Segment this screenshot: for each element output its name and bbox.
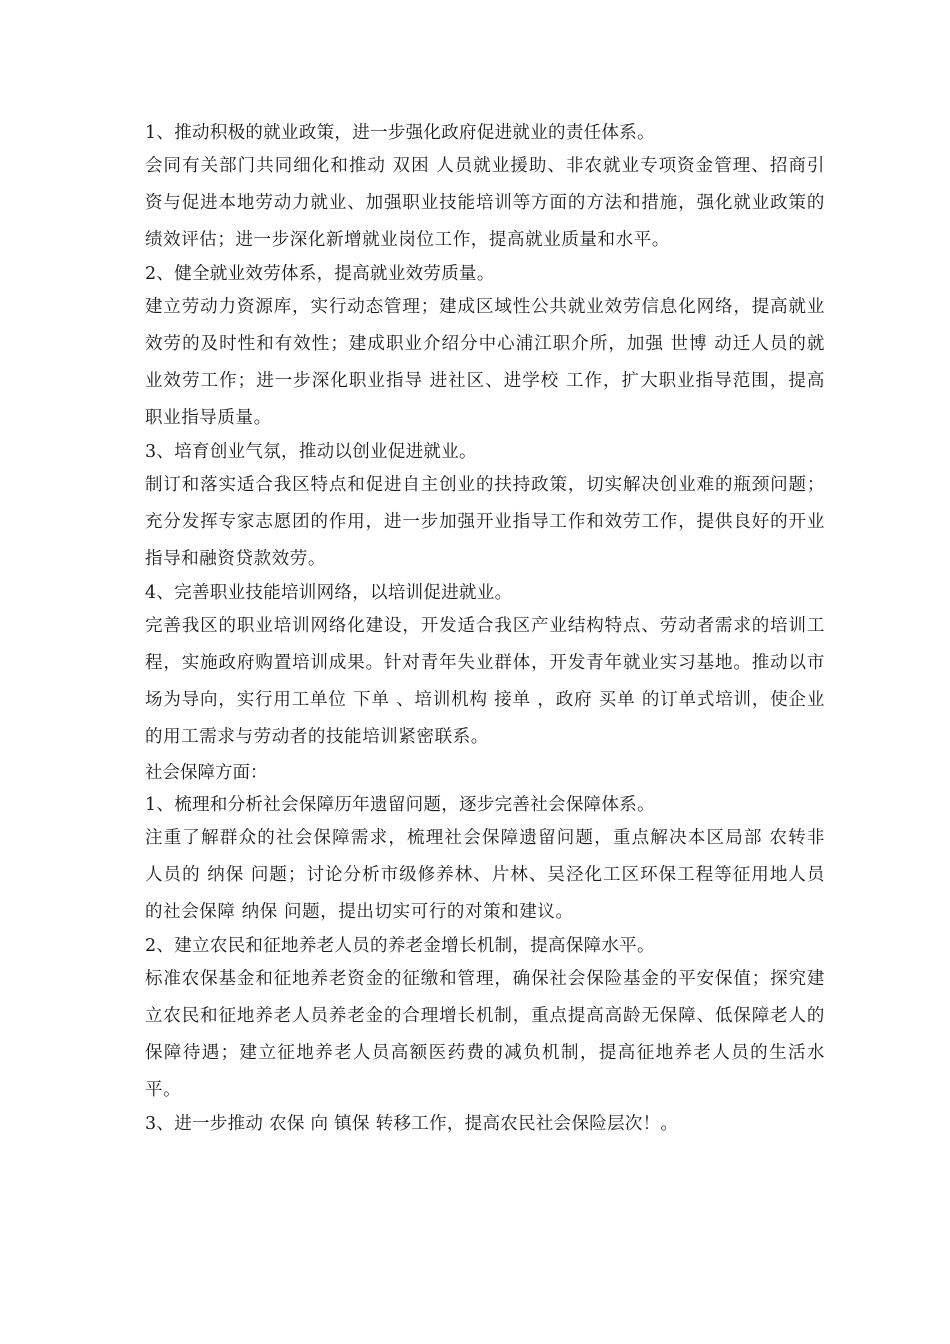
heading-employment-service: 2、健全就业效劳体系，提高就业效劳质量。: [145, 264, 495, 284]
paragraph-entrepreneurship: 制订和落实适合我区特点和促进自主创业的扶持政策，切实解决创业难的瓶颈问题；充分发挥专家志愿团的作用，进一步加强开业指导工作和效劳工作，提供良好的开业指导和融资贷款效劳。: [145, 475, 825, 569]
heading-entrepreneurship: 3、培育创业气氛，推动以创业促进就业。: [145, 442, 477, 462]
heading-pension-growth: 2、建立农民和征地养老人员的养老金增长机制，提高保障水平。: [145, 936, 655, 956]
paragraph-employment-service: 建立劳动力资源库，实行动态管理；建成区域性公共就业效劳信息化网络，提高就业效劳的及时性和有效性；建成职业介绍分中心浦江职介所，加强 世博 动迁人员的就业效劳工作；进一步深化职业指导 进社区、进学校 工作，扩大职业指导范围，提高职业指导质量。: [145, 297, 825, 428]
paragraph-employment-policy: 会同有关部门共同细化和推动 双困 人员就业援助、非农就业专项资金管理、招商引资与促进本地劳动力就业、加强职业技能培训等方面的方法和措施，强化就业政策的绩效评估；进一步深化新增就业岗位工作，提高就业质量和水平。: [145, 156, 825, 250]
paragraph-vocational-training: 完善我区的职业培训网络化建设，开发适合我区产业结构特点、劳动者需求的培训工程，实施政府购置培训成果。针对青年失业群体，开发青年就业实习基地。推动以市场为导向，实行用工单位 下单 、培训机构 接单 ，政府 买单 的订单式培训，使企业的用工需求与劳动者的技能培训紧密联系。: [145, 616, 825, 747]
heading-insurance-transfer: 3、进一步推动 农保 向 镇保 转移工作，提高农民社会保险层次！。: [145, 1114, 679, 1134]
document-body: [145, 118, 825, 1139]
paragraph-legacy-issues: 注重了解群众的社会保障需求，梳理社会保障遗留问题，重点解决本区局部 农转非 人员的 纳保 问题；讨论分析市级修养林、片林、吴泾化工区环保工程等征用地人员的社会保障 纳保 问题，提出切实可行的对策和建议。: [145, 828, 825, 922]
heading-vocational-training: 4、完善职业技能培训网络，以培训促进就业。: [145, 583, 513, 603]
section-title-social-security: 社会保障方面：: [145, 763, 268, 783]
paragraph-pension-growth: 标准农保基金和征地养老资金的征缴和管理，确保社会保险基金的平安保值；探究建立农民和征地养老人员养老金的合理增长机制，重点提高高龄无保障、低保障老人的保障待遇；建立征地养老人员高额医药费的减负机制，提高征地养老人员的生活水平。: [145, 969, 825, 1100]
heading-employment-policy: 1、推动积极的就业政策，进一步强化政府促进就业的责任体系。: [145, 123, 655, 143]
heading-legacy-issues: 1、梳理和分析社会保障历年遗留问题，逐步完善社会保障体系。: [145, 795, 655, 815]
